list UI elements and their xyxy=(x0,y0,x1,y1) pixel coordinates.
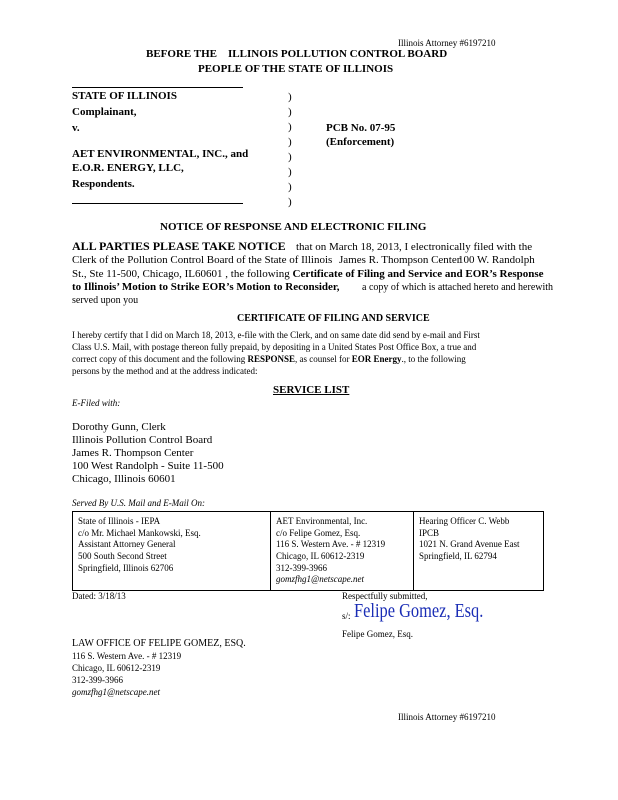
caption-bottom-rule xyxy=(72,203,243,204)
party-iepa xyxy=(73,512,271,591)
clerk-line: 100 West Randolph - Suite 11-500 xyxy=(72,460,224,472)
certificate-line3-c: ., to the following xyxy=(401,354,466,364)
certificate-response: RESPONSE xyxy=(247,354,295,364)
party-line: 500 South Second Street xyxy=(78,551,167,562)
versus: v. xyxy=(72,122,80,134)
paren: ) xyxy=(288,151,292,163)
caption-top-rule xyxy=(72,87,243,88)
dated: Dated: 3/18/13 xyxy=(72,591,126,601)
attorney-number-bottom: Illinois Attorney #6197210 xyxy=(398,712,496,722)
certificate-eor-energy: EOR Energy xyxy=(351,354,402,364)
paren: ) xyxy=(288,136,292,148)
case-number: PCB No. 07-95 xyxy=(326,122,396,134)
notice-line3 xyxy=(72,268,544,281)
paren: ) xyxy=(288,121,292,133)
law-office-address1: 116 S. Western Ave. - # 12319 xyxy=(72,651,182,661)
certificate-title: CERTIFICATE OF FILING AND SERVICE xyxy=(237,313,430,324)
certificate-line3-a: correct copy of this document and the following xyxy=(72,354,248,364)
signature-prefix: s/: xyxy=(342,611,351,621)
signature-typed-name: Felipe Gomez, Esq. xyxy=(342,629,413,639)
people-heading: PEOPLE OF THE STATE OF ILLINOIS xyxy=(198,63,394,75)
service-table xyxy=(72,511,544,591)
certificate-line3 xyxy=(72,354,466,364)
certificate-line3-b: , as counsel for xyxy=(294,354,352,364)
notice-line2b: James R. Thompson Center xyxy=(339,254,461,266)
paren: ) xyxy=(288,91,292,103)
party-line: 1021 N. Grand Avenue East xyxy=(419,539,520,550)
party-line: 312-399-3966 xyxy=(276,562,327,573)
party-line: c/o Mr. Michael Mankowski, Esq. xyxy=(78,527,201,538)
party-hearing-officer xyxy=(414,512,544,591)
party-line: IPCB xyxy=(419,527,440,538)
case-type: (Enforcement) xyxy=(326,136,395,148)
paren: ) xyxy=(288,166,292,178)
notice-title: NOTICE OF RESPONSE AND ELECTRONIC FILING xyxy=(160,221,427,233)
service-list-title: SERVICE LIST xyxy=(273,384,350,396)
respondent-line2: E.O.R. ENERGY, LLC, xyxy=(72,162,184,174)
certificate-line4: persons by the method and at the address indicated: xyxy=(72,366,258,376)
served-label: Served By U.S. Mail and E-Mail On: xyxy=(72,498,205,508)
party-line: Springfield, IL 62794 xyxy=(419,551,497,562)
law-office-phone: 312-399-3966 xyxy=(72,675,123,685)
attorney-number-top: Illinois Attorney #6197210 xyxy=(398,38,496,48)
party-aet xyxy=(271,512,414,591)
respectfully-submitted: Respectfully submitted, xyxy=(342,591,428,601)
notice-line4-rest: a copy of which is attached hereto and herewith xyxy=(362,282,554,293)
party-line: 116 S. Western Ave. - # 12319 xyxy=(276,539,386,550)
notice-line3-text: St., Ste 11-500, Chicago, IL60601 , the following xyxy=(72,268,293,280)
complainant-name: STATE OF ILLINOIS xyxy=(72,90,177,102)
clerk-line: Chicago, Illinois 60601 xyxy=(72,473,176,485)
clerk-line: James R. Thompson Center xyxy=(72,447,194,459)
certificate-line2: Class U.S. Mail, with postage thereon fully prepaid, by depositing in a United States Post Office Box, a true and xyxy=(72,342,477,352)
party-line: Assistant Attorney General xyxy=(78,539,176,550)
party-line: c/o Felipe Gomez, Esq. xyxy=(276,527,361,538)
board-heading: BEFORE THE ILLINOIS POLLUTION CONTROL BOARD xyxy=(146,48,448,60)
paren: ) xyxy=(288,181,292,193)
paren: ) xyxy=(288,106,292,118)
party-email: gomzfhg1@netscape.net xyxy=(276,574,365,585)
law-office-name: LAW OFFICE OF FELIPE GOMEZ, ESQ. xyxy=(72,638,246,649)
party-line: AET Environmental, Inc. xyxy=(276,516,368,526)
notice-line2c: 100 W. Randolph xyxy=(458,254,535,266)
notice-lead: ALL PARTIES PLEASE TAKE NOTICE xyxy=(72,239,286,253)
certificate-line1: I hereby certify that I did on March 18, 2013, e-file with the Clerk, and on same date did send by e-mail and First xyxy=(72,330,480,340)
law-office-address2: Chicago, IL 60612-2319 xyxy=(72,663,161,673)
notice-line3-bold: Certificate of Filing and Service and EOR’s Response xyxy=(292,268,544,280)
notice-line4-bold: to Illinois’ Motion to Strike EOR’s Motion to Reconsider, xyxy=(72,281,340,293)
party-line: Chicago, IL 60612-2319 xyxy=(276,551,365,562)
party-line: Springfield, Illinois 62706 xyxy=(78,562,174,573)
complainant-role: Complainant, xyxy=(72,106,137,118)
respondent-role: Respondents. xyxy=(72,178,135,190)
notice-line5: served upon you xyxy=(72,295,139,306)
party-line: Hearing Officer C. Webb xyxy=(419,516,510,526)
notice-line2a: Clerk of the Pollution Control Board of the State of Illinois xyxy=(72,254,333,266)
respondent-line1: AET ENVIRONMENTAL, INC., and xyxy=(72,148,249,160)
clerk-line: Dorothy Gunn, Clerk xyxy=(72,421,166,433)
efiled-label: E-Filed with: xyxy=(72,398,121,408)
law-office-email: gomzfhg1@netscape.net xyxy=(72,687,161,697)
clerk-line: Illinois Pollution Control Board xyxy=(72,434,213,446)
signature-script: Felipe Gomez, Esq. xyxy=(354,600,484,622)
party-line: State of Illinois - IEPA xyxy=(78,516,161,526)
notice-line1: that on March 18, 2013, I electronically filed with the xyxy=(296,241,533,253)
paren: ) xyxy=(288,196,292,208)
